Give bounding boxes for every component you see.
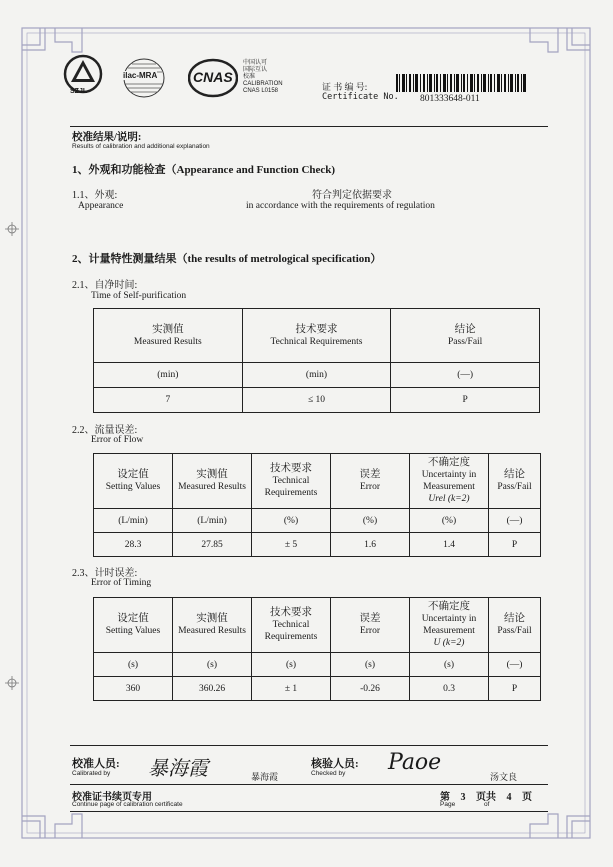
unit-cell: (s) (410, 653, 489, 677)
value-cell: 27.85 (173, 533, 252, 557)
cnas-caption-line: 国际互认 (243, 67, 268, 73)
unit-cell: (s) (94, 653, 173, 677)
section1-heading: 1、外观和功能检查（Appearance and Function Check) (72, 164, 336, 176)
page-mid: 页共 (476, 792, 496, 803)
page-number: 3 (460, 792, 466, 803)
unit-cell: (L/min) (173, 509, 252, 533)
cert-number: 801333648-011 (420, 94, 480, 104)
header-cell: 技术要求 Technical Requirements (252, 598, 331, 653)
footer-rule-bottom (70, 811, 548, 812)
unit-cell: (s) (252, 653, 331, 677)
page-en: Page (440, 801, 456, 808)
footer-rule-mid (70, 784, 548, 785)
unit-cell: (s) (173, 653, 252, 677)
page-prefix: 第 (440, 792, 450, 803)
value-cell: P (489, 533, 541, 557)
value-cell: ± 1 (252, 677, 331, 701)
checked-label-en: Checked by (311, 770, 346, 777)
s21-label-en: Time of Self-purification (91, 291, 187, 301)
header-cell: 误差 Error (331, 454, 410, 509)
checker-signature: Paoe (388, 750, 442, 775)
value-cell: P (489, 677, 541, 701)
value-cell: 1.4 (410, 533, 489, 557)
header-cell: 不确定度 Uncertainty in Measurement U (k=2) (410, 598, 489, 653)
header-cell: 设定值 Setting Values (94, 598, 173, 653)
page-total: 4 (506, 792, 512, 803)
checked-label-zh: 核验人员: (311, 758, 359, 770)
of-en: of (484, 801, 490, 808)
section1-item-en: Appearance (78, 201, 124, 211)
header-cell: 不确定度 Uncertainty in Measurement Urel (k=2) (410, 454, 489, 509)
header-cell: 技术要求 Technical Requirements (252, 454, 331, 509)
value-cell: P (391, 388, 540, 413)
section1-item-zh: 1.1、外观: (72, 190, 118, 201)
ilac-mra-logo (118, 56, 170, 100)
cnas-caption-line: CNAS L0158 (243, 88, 279, 94)
cert-label-zh: 证 书 编 号: (322, 82, 368, 92)
timing-error-table (93, 597, 541, 701)
calibrator-signature: 暴海霞 (148, 756, 208, 780)
header-cell: 误差 Error (331, 598, 410, 653)
value-cell: ± 5 (252, 533, 331, 557)
s22-label-zh: 2.2、流量误差: (72, 425, 138, 436)
value-cell: 360 (94, 677, 173, 701)
calibrated-label-zh: 校准人员: (72, 758, 120, 770)
s23-label-zh: 2.3、计时误差: (72, 568, 138, 579)
flow-error-table (93, 453, 541, 557)
results-title-en: Results of calibration and additional explanation (72, 143, 210, 150)
header-cell: 结论 Pass/Fail (489, 598, 541, 653)
cnas-text: CNAS (193, 69, 233, 85)
cnas-caption (243, 60, 283, 95)
calibrator-name: 暴海霞 (251, 772, 279, 782)
s23-label-en: Error of Timing (91, 578, 152, 588)
results-title-zh: 校准结果/说明: (72, 132, 142, 143)
header-cell: 结论 Pass/Fail (489, 454, 541, 509)
section1-result-en: in accordance with the requirements of regulation (246, 201, 435, 211)
cnas-caption-line: 校准 (243, 74, 256, 80)
cnas-logo (188, 58, 238, 98)
value-cell: 0.3 (410, 677, 489, 701)
cnas-caption-line: CALIBRATION (243, 81, 283, 87)
section2-heading: 2、计量特性测量结果（the results of metrological specification） (72, 253, 382, 265)
calibrated-label-en: Calibrated by (72, 770, 111, 777)
unit-cell: (%) (410, 509, 489, 533)
header-cell: 结论 Pass/Fail (391, 309, 540, 363)
page-suffix: 页 (522, 792, 532, 803)
unit-cell: (%) (252, 509, 331, 533)
value-cell: 360.26 (173, 677, 252, 701)
szjl-text: SZJL (70, 88, 88, 95)
unit-cell: (—) (489, 653, 541, 677)
unit-cell: (s) (331, 653, 410, 677)
value-cell: ≤ 10 (242, 388, 391, 413)
footer-rule-top (70, 745, 548, 746)
szjl-logo (62, 52, 104, 100)
header-cell: 设定值 Setting Values (94, 454, 173, 509)
value-cell: 1.6 (331, 533, 410, 557)
unit-cell: (—) (489, 509, 541, 533)
section1-result-zh: 符合判定依据要求 (312, 190, 392, 201)
header-cell: 实测值 Measured Results (173, 454, 252, 509)
continue-page-en: Continue page of calibration certificate (72, 801, 183, 808)
unit-cell: (min) (94, 363, 243, 388)
header-cell: 技术要求 Technical Requirements (242, 309, 391, 363)
cert-label-en: Certificate No. (322, 92, 399, 102)
value-cell: 7 (94, 388, 243, 413)
unit-cell: (min) (242, 363, 391, 388)
unit-cell: (—) (391, 363, 540, 388)
self-purification-table (93, 308, 540, 413)
value-cell: 28.3 (94, 533, 173, 557)
unit-cell: (L/min) (94, 509, 173, 533)
s21-label-zh: 2.1、自净时间: (72, 280, 138, 291)
header-cell: 实测值 Measured Results (94, 309, 243, 363)
continue-page-zh: 校准证书续页专用 (72, 792, 152, 803)
ilac-text: ilac-MRA (123, 71, 158, 80)
header-rule (70, 126, 548, 127)
unit-cell: (%) (331, 509, 410, 533)
barcode (396, 74, 526, 92)
s22-label-en: Error of Flow (91, 435, 144, 445)
value-cell: -0.26 (331, 677, 410, 701)
cnas-caption-line: 中国认可 (243, 60, 268, 66)
header-cell: 实测值 Measured Results (173, 598, 252, 653)
checker-name: 汤文良 (490, 772, 518, 782)
